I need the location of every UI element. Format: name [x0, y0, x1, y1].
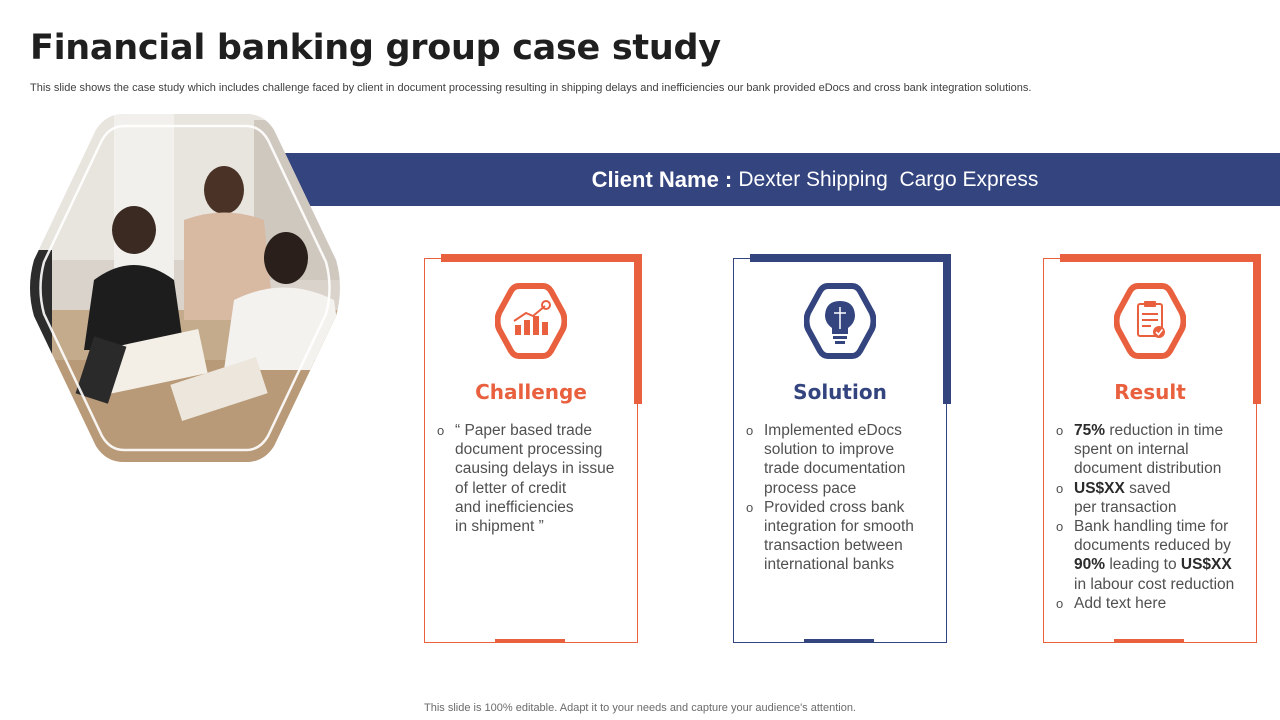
- result-bullet-text: leading to: [1105, 556, 1181, 574]
- result-card: [1043, 258, 1257, 643]
- card-corner-accent: [441, 254, 642, 262]
- challenge-bullet-text: “ Paper based trade document processing causing delays in issue of letter of credit and inefficiencies in shipment ”: [455, 422, 615, 536]
- client-name-banner: [270, 153, 1280, 206]
- solution-bullet-1-text: Implemented eDocs solution to improve trade documentation process pace: [764, 422, 906, 497]
- card-bottom-accent: [804, 639, 874, 643]
- lightbulb-puzzle-icon: [804, 283, 876, 359]
- clipboard-check-icon: [1114, 283, 1186, 359]
- list-item: o “ Paper based trade document processing causing delays in issue of letter of credit and inefficiencies in shipment ”: [437, 422, 615, 536]
- growth-chart-icon: [495, 283, 567, 359]
- team-meeting-photo: [24, 110, 346, 466]
- client-name-value: Dexter Shipping Cargo Express: [738, 167, 1039, 191]
- result-bullet-text: saved per transaction: [1074, 479, 1177, 516]
- list-item: o Add text here: [1056, 594, 1167, 612]
- card-corner-accent: [1060, 254, 1261, 262]
- result-bold-value: 75%: [1074, 422, 1106, 439]
- challenge-title: Challenge: [475, 380, 587, 404]
- solution-card: [733, 258, 947, 643]
- list-item: o Implemented eDocs solution to improve trade documentation process pace: [746, 422, 906, 497]
- card-corner-accent: [750, 254, 951, 262]
- result-list: [1054, 421, 1250, 613]
- solution-title: Solution: [793, 380, 887, 404]
- result-bold-value: 90%: [1074, 556, 1106, 574]
- card-bottom-accent: [1114, 639, 1184, 643]
- list-item: o 75% reduction in time spent on internal document distribution: [1056, 422, 1224, 478]
- footer-note: This slide is 100% editable. Adapt it to your needs and capture your audience's attention.: [424, 702, 856, 714]
- page-subtitle: This slide shows the case study which includes challenge faced by client in document processing resulting in shipping delays and inefficiencies our bank provided eDocs and cross bank integration solutions.: [30, 82, 1032, 94]
- solution-bullet-2-text: Provided cross bank integration for smooth transaction between international banks: [764, 498, 914, 574]
- list-item: o Bank handling time for documents reduced by 90% leading to US$XX in labour cost reduction: [1056, 518, 1235, 593]
- result-bullet-text: reduction in time spent on internal document distribution: [1074, 422, 1224, 478]
- result-bold-value: US$XX: [1074, 479, 1125, 497]
- list-item: o Provided cross bank integration for smooth transaction between international banks: [746, 498, 914, 574]
- result-title: Result: [1114, 380, 1186, 404]
- page-title: Financial banking group case study: [30, 28, 721, 68]
- client-name-label: Client Name :: [591, 166, 739, 192]
- challenge-list: [435, 421, 631, 536]
- result-bullet-text: Add text here: [1074, 594, 1167, 612]
- result-bold-value: US$XX: [1180, 556, 1232, 574]
- result-bullet-text: Bank handling time for documents reduced by: [1074, 518, 1231, 555]
- card-bottom-accent: [495, 639, 565, 643]
- solution-list: [744, 421, 940, 575]
- list-item: o US$XX saved per transaction: [1056, 479, 1177, 516]
- result-bullet-text: in labour cost reduction: [1074, 575, 1235, 593]
- challenge-card: [424, 258, 638, 643]
